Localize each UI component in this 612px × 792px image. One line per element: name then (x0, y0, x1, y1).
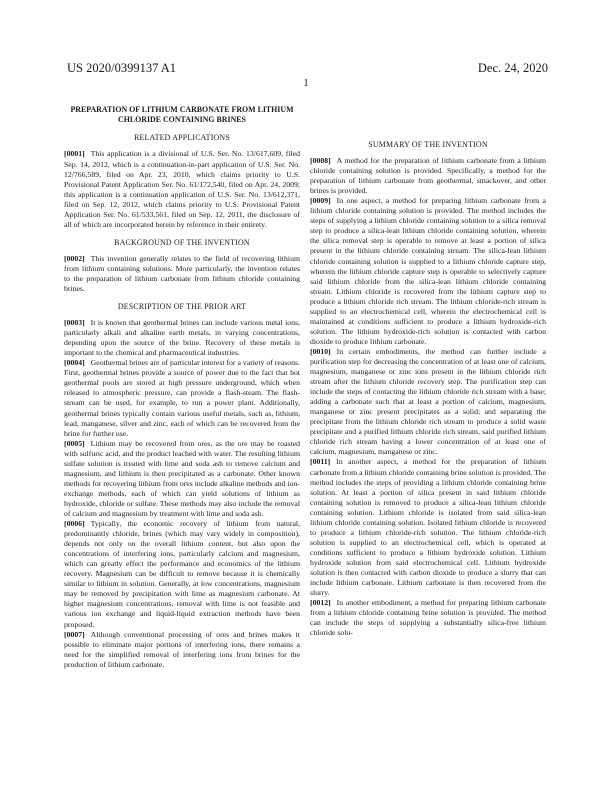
paragraph-0009 (310, 196, 546, 347)
paragraph-0011 (310, 457, 546, 598)
paragraph-0006 (64, 519, 300, 630)
paragraph-number: [0009] (310, 196, 331, 206)
paragraph-number: [0004] (64, 358, 85, 368)
paragraph-number: [0012] (310, 598, 331, 608)
paragraph-text: Typically, the economic recovery of lithium from natural, predominantly chloride, brines (which may vary widely in composition), depends not only on the overall lithium content, but also upon the concentrations of interfering ions, particularly calcium and magnesium, which can greatly effect the performance and economics of the lithium recovery. Magnesium can be difficult to remove because it is chemically similar to lithium in solution. Generally, at low concentrations, magnesium may be removed by precipitation with lime as magnesium carbonate. At higher magnesium concentrations, removal with lime is not feasible and various ion exchange and liquid-liquid extraction methods have been proposed. (64, 519, 300, 629)
paragraph-0007 (64, 630, 300, 670)
paragraph-text: It is known that geothermal brines can include various metal ions, particularly alkali and alkaline earth metals, in varying concentrations, depending upon the source of the brine. Recovery of these metals is important to the chemical and pharmaceutical industries. (64, 318, 300, 358)
paragraph-text: This invention generally relates to the field of recovering lithium from lithium containing solutions. More particularly, the invention relates to the preparation of lithium carbonate from lithium chloride containing brines. (64, 253, 300, 294)
left-column (64, 105, 300, 670)
paragraph-number: [0008] (310, 156, 331, 166)
section-heading-background: BACKGROUND OF THE INVENTION (114, 237, 250, 247)
paragraph-number: [0005] (64, 438, 85, 448)
paragraph-text: This application is a divisional of U.S. Ser. No. 13/617,609, filed Sep. 14, 2012, which is a continuation-in-part application of U.S. Ser. No. 12/766,589, filed on Apr. 23, 2010, which claims priority to U.S. Provisional Patent Application Ser. No. 61/172,540, filed on Apr. 24, 2009; this application is a continuation application of U.S. Ser. No. 13/612,371, filed on Sep. 12, 2012, which claims priority to U.S. Provisional Patent Application Ser. No. 61/533,561, filed on Sep. 12, 2011, the disclosure of all of which are incorporated herein by reference in their entirety. (64, 149, 300, 229)
paragraph-0010 (310, 347, 546, 458)
paragraph-0005 (64, 439, 300, 519)
paragraph-0003 (64, 318, 300, 358)
paragraph-text: Although conventional processing of ores and brines makes it possible to eliminate major portions of interfering ions, there remains a need for the simplified removal of interfering ions from brines for the production of lithium carbonate. (64, 629, 300, 669)
paragraph-number: [0006] (64, 519, 85, 529)
page-header-publication-number: US 2020/0399137 A1 (67, 61, 177, 75)
paragraph-text: In one aspect, a method for preparing lithium carbonate from a lithium chloride containing solution is provided. The method includes the steps of supplying a lithium chloride containing solution to a silica removal step to produce a silica-lean lithium chloride containing solution, wherein the silica removal step is operable to remove at least a portion of silica present in the lithium chloride containing stream. The silica-lean lithium chloride containing solution is supplied to a lithium chloride capture step, wherein the lithium chloride capture step is operable to selectively capture said lithium chloride from the silica-lean lithium chloride containing stream. Lithium chloride is recovered from the lithium capture step to produce a lithium chloride rich stream. The lithium chloride-rich stream is supplied to an electrochemical cell, wherein the electrochemical cell is maintained at conditions sufficient to produce a lithium hydroxide-rich solution. The lithium hydroxide-rich solution is contacted with carbon dioxide to produce lithium carbonate. (310, 196, 546, 346)
paragraph-0002 (64, 254, 300, 294)
paragraph-number: [0003] (64, 318, 85, 328)
paragraph-text: Geothermal brines are of particular interest for a variety of reasons. First, geothermal brines provide a source of power due to the fact that hot geothermal pools are stored at high pressure underground, which when released to atmospheric pressure, can provide a flash-steam. The flash-stream can be used, for example, to run a power plant. Additionally, geothermal brines typically contain various useful metals, such as, lithium, lead, manganese, silver and zinc, each of which can be recovered from the brine for further use. (64, 358, 300, 438)
paragraph-0001 (64, 149, 300, 229)
paragraph-0012 (310, 598, 546, 638)
page-header-date: Dec. 24, 2020 (477, 61, 548, 75)
paragraph-0008 (310, 156, 546, 196)
paragraph-number: [0010] (310, 346, 331, 356)
section-heading-related-applications: RELATED APPLICATIONS (134, 133, 230, 143)
paragraph-text: Lithium may be recovered from ores, as the ore may be roasted with sulfuric acid, and the product leached with water. The resulting lithium sulfate solution is treated with lime and soda ash to remove calcium and magnesium, and lithium is then precipitated as a carbonate. Other known methods for recovering lithium from ores include alkaline methods and ion-exchange methods, each of which can yield solutions of lithium as hydroxide, chloride or sulfate. These methods may also include the removal of calcium and magnesium by treatment with lime and soda ash. (64, 438, 300, 518)
section-heading-summary: SUMMARY OF THE INVENTION (368, 140, 488, 149)
right-column (310, 104, 546, 638)
paragraph-number: [0002] (64, 253, 85, 263)
paragraph-text: In certain embodiments, the method can further include a purification step for decreasing the concentration of at least one of calcium, magnesium, manganese or zinc ions present in the lithium chloride rich stream after the lithium chloride recovery step. The purification step can include the steps of contacting the lithium chloride rich stream with a base; adding a carbonate such that at least a portion of calcium, magnesium, manganese or zinc present precipitates as a solid; and separating the precipitate from the lithium chloride rich stream to produce a solid waste precipitate and a purified lithium chloride rich stream, said purified lithium chloride rich stream having a lower concentration of at least one of calcium, magnesium, manganese or zinc. (310, 346, 546, 457)
section-heading-prior-art: DESCRIPTION OF THE PRIOR ART (117, 302, 247, 312)
paragraph-text: In another embodiment, a method for preparing lithium carbonate from a lithium chloride containing brine solution is provided. The method can include the steps of supplying a substantially silica-free lithium chloride solu- (310, 598, 546, 638)
right-column-flow (310, 104, 546, 112)
document-title: PREPARATION OF LITHIUM CARBONATE FROM LITHIUM CHLORIDE CONTAINING BRINES (70, 105, 294, 125)
paragraph-text: In another aspect, a method for the preparation of lithium carbonate from a lithium chloride containing brine solution is provided. The method includes the steps of providing a lithium chloride containing brine solution. At least a portion of silica present in said lithium chloride containing solution is removed to produce a silica-lean lithium chloride containing solution. Lithium chloride is isolated from said silica-lean lithium chloride containing solution. Isolated lithium chloride is recovered to produce a lithium chloride-rich solution. The lithium chloride-rich solution is supplied to an electrochemical cell, which is operated at conditions sufficient to produce a lithium hydroxide solution. Lithium hydroxide solution from said electrochemical cell. Lithium hydroxide solution is then contacted with carbon dioxide to produce a slurry that can include lithium carbonate. Lithium carbonate is then recovered from the slurry. (310, 457, 546, 598)
paragraph-number: [0001] (64, 149, 85, 159)
paragraph-number: [0007] (64, 629, 85, 639)
paragraph-0004 (64, 358, 300, 438)
page-number: 1 (303, 77, 309, 89)
paragraph-number: [0011] (310, 457, 331, 467)
paragraph-text: A method for the preparation of lithium carbonate from a lithium chloride containing solution is provided. Specifically, a method for the preparation of lithium carbonate from geothermal, smackover, and other brines is provided. (310, 156, 546, 196)
